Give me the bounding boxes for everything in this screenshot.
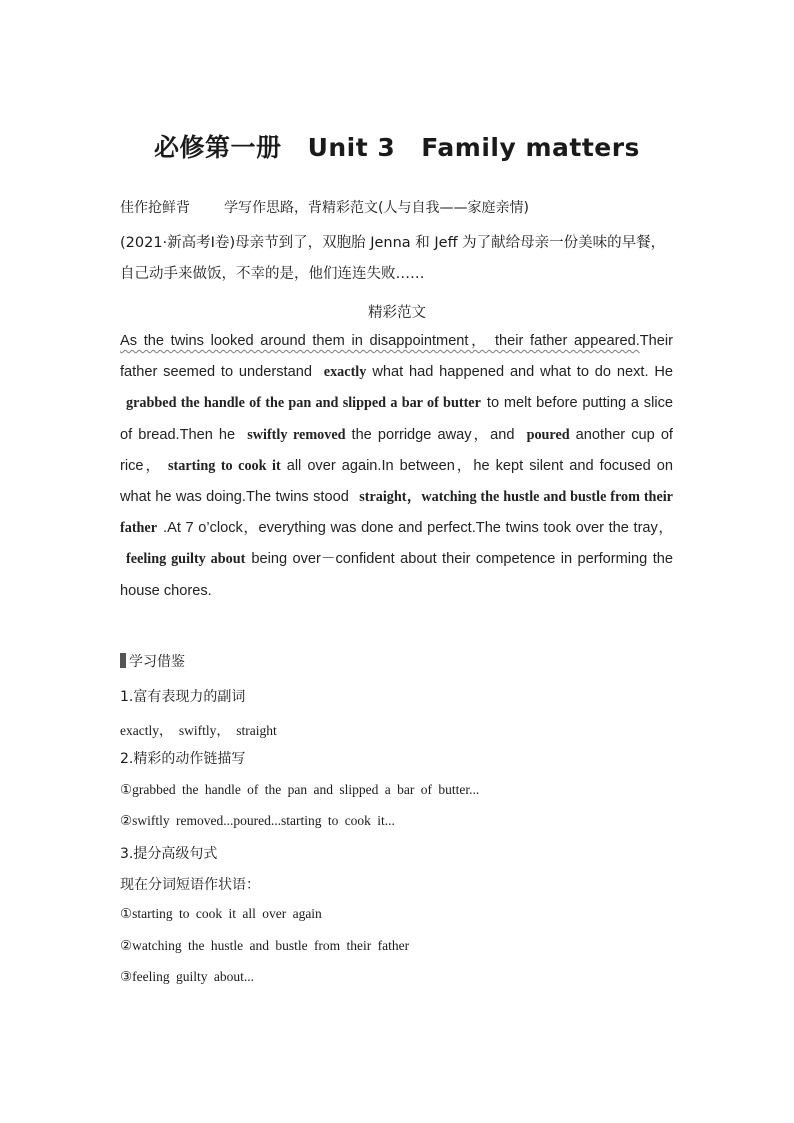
study-point-1-content: exactly， swiftly， straight	[120, 723, 277, 738]
list-item: ②watching the hustle and bustle from their father	[120, 938, 410, 953]
title-unit: Unit 3	[307, 133, 396, 162]
essay-highlight: exactly	[323, 364, 367, 381]
section-header	[120, 197, 529, 217]
essay-text: what had happened and what to do next. He	[372, 364, 673, 381]
title-book: 必修第一册	[154, 133, 282, 162]
list-item: ②swiftly removed...poured...starting to cook it...	[120, 813, 395, 828]
study-heading-text: 学习借鉴	[129, 654, 185, 670]
essay-text: all over again.In between，he kept silent and focused on what he was doing.The twins stood	[120, 457, 673, 506]
essay-highlight: feeling guilty about	[126, 551, 246, 568]
essay-opening-underlined: As the twins looked around them in disappointment， their father appeared.	[120, 333, 640, 349]
essay-text: .At 7 o’clock，everything was done and perfect.The twins took over the tray，	[163, 520, 673, 537]
study-heading	[120, 651, 185, 671]
essay-text: Their father seemed to understand	[120, 333, 673, 381]
essay-text: the porridge away，and	[351, 426, 515, 443]
essay-highlight: swiftly removed	[247, 426, 346, 443]
list-item: ①grabbed the handle of the pan and slipped a bar of butter...	[120, 782, 480, 797]
study-point-3-subtitle: 现在分词短语作状语：	[120, 877, 260, 893]
essay-label: 精彩范文	[368, 305, 426, 321]
section-desc: 学写作思路，背精彩范文(人与自我——家庭亲情)	[224, 200, 529, 216]
essay-highlight: poured	[526, 426, 570, 443]
essay-highlight: straight，watching the hustle and bustle from their father	[120, 489, 673, 537]
list-item: ③feeling guilty about...	[120, 969, 254, 984]
section-marker-icon	[120, 653, 126, 668]
study-point-2-title: 2.精彩的动作链描写	[120, 751, 246, 767]
writing-prompt: (2021·新高考Ⅰ卷)母亲节到了，双胞胎 Jenna 和 Jeff 为了献给母亲一份美味的早餐，自己动手来做饭，不幸的是，他们连连失败……	[120, 235, 666, 282]
model-essay	[120, 326, 673, 607]
essay-text: being over－confident about their competence in performing the house chores.	[120, 551, 673, 599]
page-title	[0, 128, 794, 164]
essay-text: another cup of rice，	[120, 426, 673, 474]
section-tag: 佳作抢鲜背	[120, 200, 190, 216]
title-unit-name: Family matters	[421, 133, 640, 162]
essay-highlight: starting to cook it	[168, 457, 281, 474]
study-point-1-title: 1.富有表现力的副词	[120, 689, 246, 705]
essay-text: to melt before putting a slice of bread.Then he	[120, 395, 673, 443]
essay-highlight: grabbed the handle of the pan and slipped a bar of butter	[126, 395, 481, 412]
study-point-3-title: 3.提分高级句式	[120, 846, 218, 862]
list-item: ①starting to cook it all over again	[120, 906, 322, 921]
